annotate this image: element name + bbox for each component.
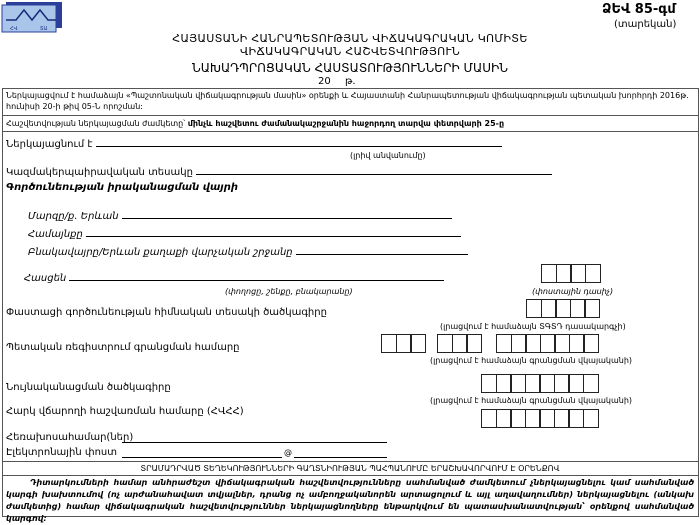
page-title: ՆԱԽԱԴՊՐՈՑԱԿԱՆ ՀԱՍՏԱՏՈՒԹՅՈՒՆՆԵՐԻ ՄԱՍԻՆ (191, 61, 509, 75)
community-label: Համայնքը (28, 229, 83, 240)
register-boxes-2[interactable] (437, 334, 481, 353)
region-input[interactable] (122, 208, 452, 219)
statistics-committee-logo (2, 2, 62, 32)
tax-id-label: Հարկ վճարողի հաշվառման համարը (ՀՎՀՀ) (6, 406, 244, 417)
activity-code-boxes[interactable] (526, 299, 599, 318)
year-prefix: 20 (318, 76, 331, 87)
deadline-value: մինչև հաշվետու ժամանակաշրջանին հաջորդող տարվա փետրվարի 25-ը (187, 119, 505, 128)
deadline-label: Հաշվետվության ներկայացման ժամկետը՝ (6, 119, 186, 128)
nominative-code-boxes[interactable] (481, 374, 597, 393)
region-label: Մարզը/ք. Երևան (28, 211, 119, 222)
phone-label: Հեռախոսահամար(ներ) (6, 432, 134, 443)
svg-text:ՏԱ: ՏԱ (40, 26, 48, 32)
presenter-input[interactable] (96, 136, 502, 147)
form-code: ՁԵՎ 85-գմ (602, 2, 676, 17)
legal-form-input[interactable] (196, 164, 552, 175)
email-at-sign: @ (284, 448, 292, 457)
email-user-input[interactable] (122, 447, 282, 458)
postal-code-boxes[interactable] (541, 264, 599, 283)
deadline (6, 119, 504, 128)
activity-code-hint: (լրացվում է համաձայն ՏԳՏԴ դասակարգչի) (440, 322, 626, 331)
settlement-label: Բնակավայրը/Երևան քաղաքի վարչական շրջանը (28, 247, 293, 258)
phone-input[interactable] (122, 432, 387, 443)
confidentiality-notice: ՏՐԱՄԱԴՐՎԱԾ ՏԵՂԵԿՈՒԹՅՈՒՆՆԵՐԻ ԳԱՂՏՆԻՈՒԹՅԱՆ ՊԱՀՊԱՆՈՒՄԸ ԵՐԱՇԽԱՎՈՐՎՈՒՄ Է ՕՐԵՆՔՈՎ (140, 464, 560, 473)
state-register-hint: (լրացվում է համաձայն գրանցման վկայականի) (430, 356, 633, 365)
location-heading: Գործունեության իրականացման վայրի (6, 182, 238, 193)
activity-code-label: Փաստացի գործունեության հիմնական տեսակի ծածկագիրը (6, 307, 327, 318)
divider (2, 115, 699, 116)
settlement-input[interactable] (296, 244, 468, 255)
year-suffix: թ. (345, 76, 356, 87)
tax-id-boxes[interactable] (481, 409, 597, 428)
periodicity: (տարեկան) (614, 19, 677, 30)
nominative-code-label: Նույնականացման ծածկագիրը (6, 382, 171, 393)
address-label: Հասցեն (24, 273, 67, 284)
postal-code-hint: (փոստային դասիչ) (532, 287, 614, 296)
community-input[interactable] (86, 226, 461, 237)
legal-form-label: Կազմակերպաիրավական տեսակը (6, 167, 193, 178)
register-boxes-1[interactable] (381, 334, 425, 353)
presenter-hint: (լրիվ անվանումը) (350, 151, 426, 160)
divider (2, 475, 699, 476)
org-line-2: ՎԻՃԱԿԱԳՐԱԿԱՆ ՀԱՇՎԵՏՎՈՒԹՅՈՒՆ (239, 45, 461, 58)
divider (2, 461, 699, 462)
legal-basis: Ներկայացվում է համաձայն «Պաշտոնական վիճակագրության մասին» օրենքի և Հայաստանի Հանրապետության վիճակագրության պետական խորհրդի 2016թ. հունիսի 20-ի թիվ 05-Ն որոշման: (6, 91, 689, 111)
org-line-1: ՀԱՅԱՍՏԱՆԻ ՀԱՆՐԱՊԵՏՈՒԹՅԱՆ ՎԻՃԱԿԱԳՐԱԿԱՆ ԿՈՄԻՏԵ (172, 32, 528, 45)
nominative-code-hint: (լրացվում է համաձայն գրանցման վկայականի) (430, 396, 633, 405)
state-register-label: Պետական ռեգիստրում գրանցման համարը (6, 342, 240, 353)
email-domain-input[interactable] (294, 447, 387, 458)
email-label: Էլեկտրոնային փոստ (6, 447, 118, 458)
presenter-label: Ներկայացնում է (6, 139, 93, 150)
divider (2, 131, 699, 132)
svg-text:ՀՎ: ՀՎ (10, 26, 18, 32)
register-boxes-3[interactable] (496, 334, 598, 353)
address-hint: (փողոցը, շենքը, բնակարանը) (225, 287, 353, 296)
address-input[interactable] (69, 270, 444, 281)
liability-footnote: Դիտարկումների համար անհրաժեշտ վիճակագրական հաշվետվությունները սահմանված ժամկետում չներկայացնելու կամ սահմանված կարգի խախտումով (ոչ արժանահավատ տվյալներ, դրանց ոչ ամբողջականորեն արտացոլում և այլ աղավաղումներ) ներկայացնելու (անկախ ժամկետից) համար վիճակագրական հաշվետվություններ ներկայացնողները ենթարկվում են պատասխանատվության՝ օրենքով սահմանված կարգով: (6, 478, 694, 523)
